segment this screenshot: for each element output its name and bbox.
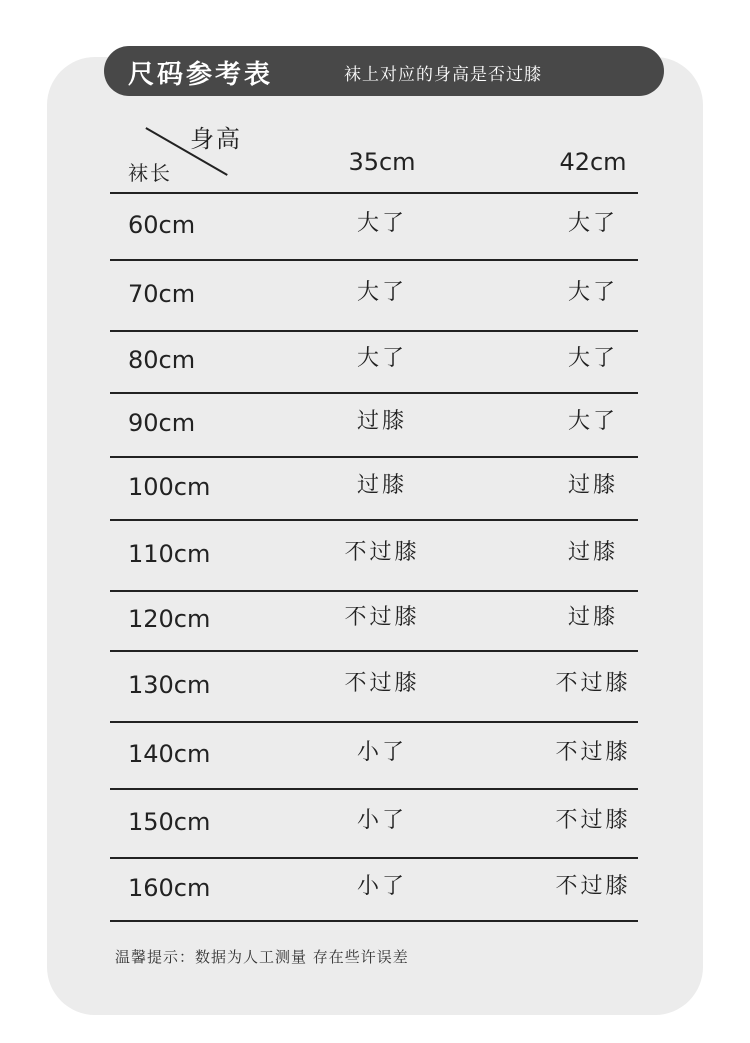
cell-35cm-fit: 小了: [356, 873, 407, 899]
row-divider: [110, 456, 638, 458]
row-divider: [110, 920, 638, 922]
cell-35cm-fit: 不过膝: [344, 670, 420, 696]
cell-35cm-fit: 不过膝: [344, 605, 420, 630]
cell-42cm-fit: 不过膝: [555, 807, 631, 833]
row-sock-length: 90cm: [128, 409, 196, 437]
cell-35cm-fit: 大了: [356, 210, 407, 236]
row-sock-length: 160cm: [128, 873, 211, 902]
row-sock-length: 80cm: [128, 346, 196, 374]
row-divider: [110, 590, 638, 592]
cell-42cm-fit: 大了: [567, 279, 618, 305]
cell-35cm-fit: 不过膝: [344, 539, 420, 565]
footnote-tip: 温馨提示：数据为人工测量 存在些许误差: [115, 948, 409, 966]
cell-35cm-fit: 过膝: [356, 409, 407, 434]
cell-42cm-fit: 过膝: [567, 539, 618, 565]
row-divider: [110, 519, 638, 521]
row-divider: [110, 788, 638, 790]
cell-35cm-fit: 大了: [356, 346, 407, 371]
length-axis-label: 袜长: [128, 161, 172, 185]
row-sock-length: 140cm: [128, 739, 211, 768]
cell-42cm-fit: 大了: [567, 409, 618, 434]
row-sock-length: 130cm: [128, 670, 211, 699]
height-axis-label: 身高: [190, 125, 242, 153]
cell-42cm-fit: 大了: [567, 210, 618, 236]
header-divider: [110, 192, 638, 194]
row-sock-length: 60cm: [128, 210, 196, 239]
cell-42cm-fit: 大了: [567, 346, 618, 371]
row-sock-length: 150cm: [128, 807, 211, 836]
chart-subtitle: 袜上对应的身高是否过膝: [344, 65, 542, 85]
row-divider: [110, 392, 638, 394]
column-header-35cm: 35cm: [348, 148, 416, 176]
cell-42cm-fit: 过膝: [567, 605, 618, 630]
row-sock-length: 110cm: [128, 539, 211, 568]
cell-42cm-fit: 不过膝: [555, 873, 631, 899]
title-banner: [104, 46, 664, 96]
cell-35cm-fit: 小了: [356, 807, 407, 833]
cell-42cm-fit: 过膝: [567, 472, 618, 498]
row-sock-length: 70cm: [128, 279, 196, 308]
row-sock-length: 120cm: [128, 605, 211, 633]
column-header-42cm: 42cm: [559, 148, 627, 176]
cell-35cm-fit: 大了: [356, 279, 407, 305]
row-divider: [110, 650, 638, 652]
cell-35cm-fit: 过膝: [356, 472, 407, 498]
cell-42cm-fit: 不过膝: [555, 739, 631, 765]
row-sock-length: 100cm: [128, 472, 211, 501]
row-divider: [110, 721, 638, 723]
chart-title: 尺码参考表: [128, 60, 274, 90]
cell-35cm-fit: 小了: [356, 739, 407, 765]
cell-42cm-fit: 不过膝: [555, 670, 631, 696]
row-divider: [110, 857, 638, 859]
row-divider: [110, 330, 638, 332]
row-divider: [110, 259, 638, 261]
